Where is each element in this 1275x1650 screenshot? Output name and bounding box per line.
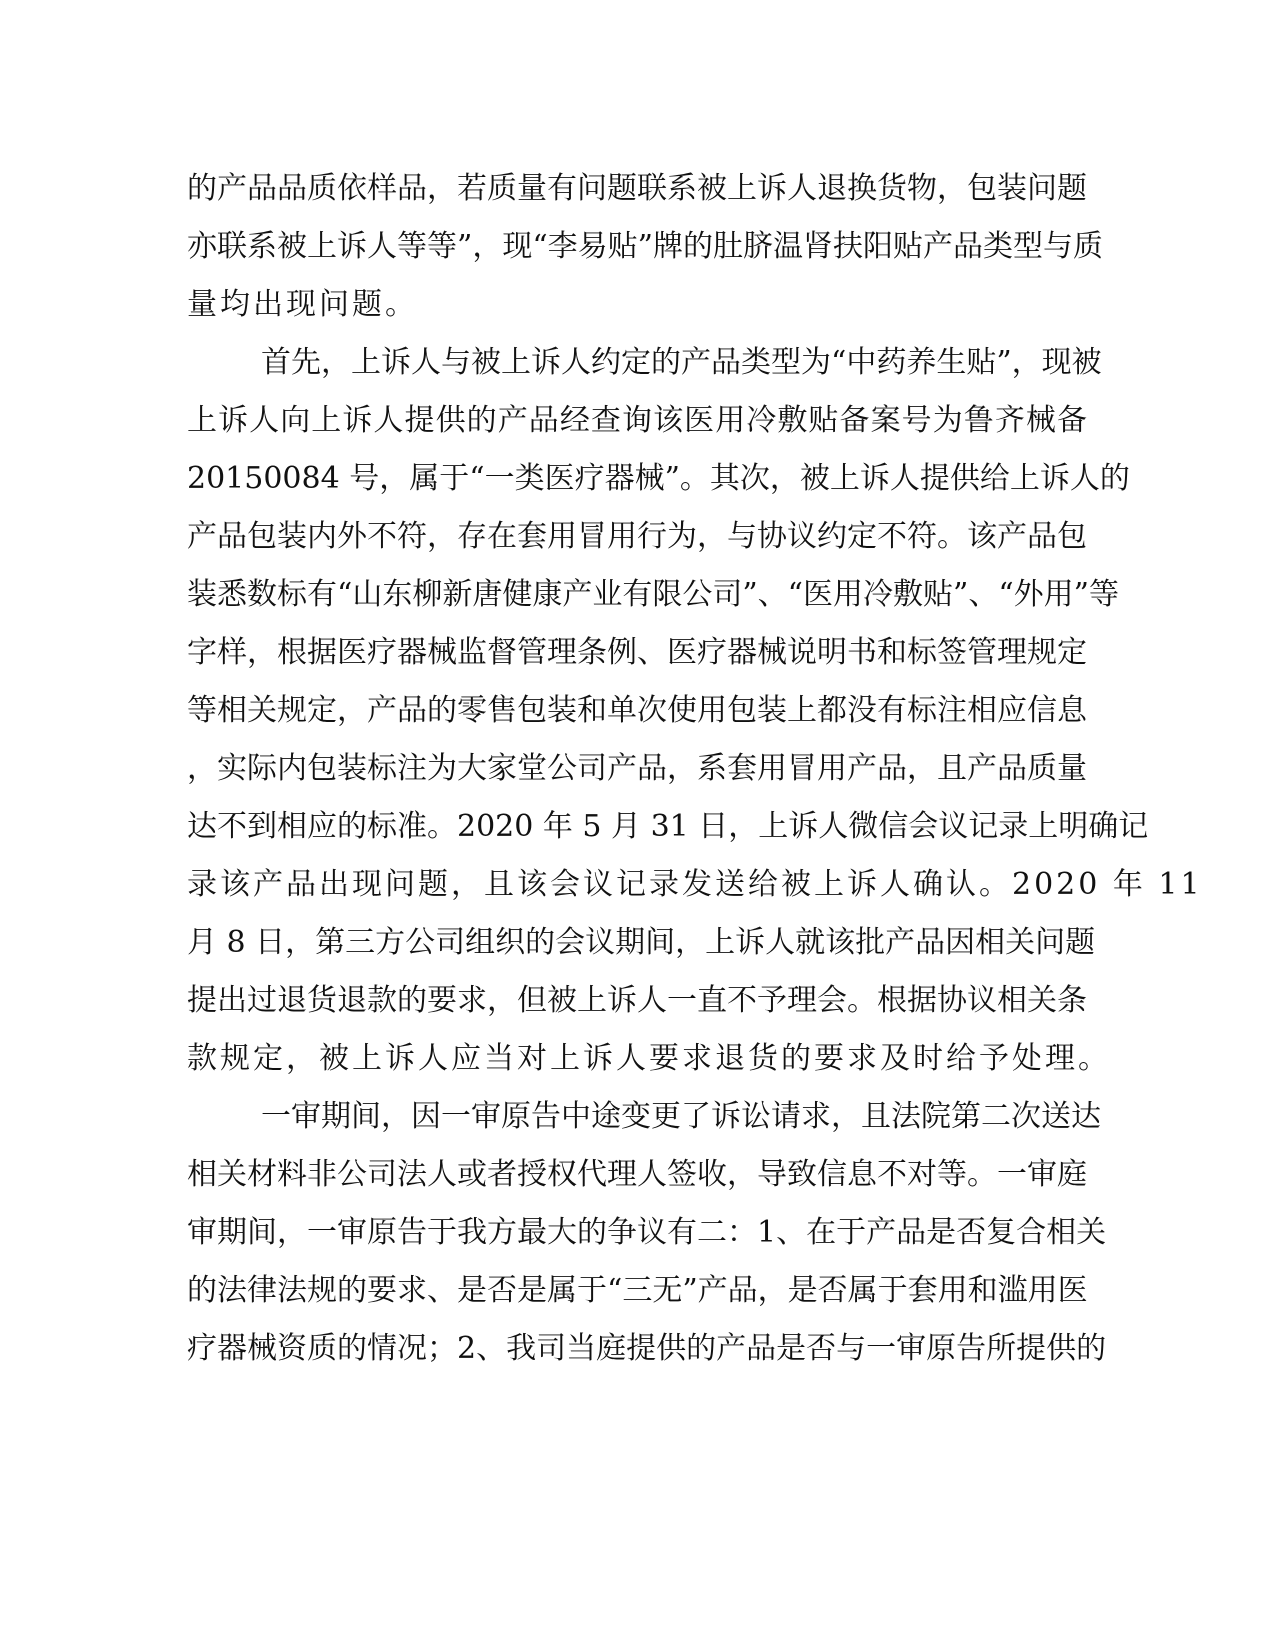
text-line: 等相关规定，产品的零售包装和单次使用包装上都没有标注相应信息 bbox=[187, 693, 1087, 728]
text-line: 审期间，一审原告于我方最大的争议有二：1、在于产品是否复合相关 bbox=[187, 1215, 1107, 1250]
text-line: 相关材料非公司法人或者授权代理人签收，导致信息不对等。一审庭 bbox=[187, 1157, 1087, 1192]
text-line: 录该产品出现问题，且该会议记录发送给被上诉人确认。2020 年 11 bbox=[187, 867, 1203, 902]
text-line: 月 8 日，第三方公司组织的会议期间，上诉人就该批产品因相关问题 bbox=[187, 925, 1096, 960]
paragraph-first-line: 一审期间，因一审原告中途变更了诉讼请求，且法院第二次送达 bbox=[261, 1099, 1101, 1134]
text-line: 亦联系被上诉人等等”，现“李易贴”牌的肚脐温肾扶阳贴产品类型与质 bbox=[187, 229, 1104, 264]
text-line: 上诉人向上诉人提供的产品经查询该医用冷敷贴备案号为鲁齐械备 bbox=[187, 403, 1087, 438]
text-line: 的法律法规的要求、是否是属于“三无”产品，是否属于套用和滥用医 bbox=[187, 1273, 1088, 1308]
text-line: 20150084 号，属于“一类医疗器械”。其次，被上诉人提供给上诉人的 bbox=[187, 461, 1130, 496]
text-line: 产品包装内外不符，存在套用冒用行为，与协议约定不符。该产品包 bbox=[187, 519, 1087, 554]
text-line: 装悉数标有“山东柳新唐健康产业有限公司”、“医用冷敷贴”、“外用”等 bbox=[187, 577, 1120, 612]
paragraph-first-line: 首先，上诉人与被上诉人约定的产品类型为“中药养生贴”，现被 bbox=[261, 345, 1102, 380]
text-line: 达不到相应的标准。2020 年 5 月 31 日，上诉人微信会议记录上明确记 bbox=[187, 809, 1149, 844]
text-line: 提出过退货退款的要求，但被上诉人一直不予理会。根据协议相关条 bbox=[187, 983, 1087, 1018]
text-line: ，实际内包装标注为大家堂公司产品，系套用冒用产品，且产品质量 bbox=[187, 751, 1087, 786]
text-line: 字样，根据医疗器械监督管理条例、医疗器械说明书和标签管理规定 bbox=[187, 635, 1087, 670]
text-line: 疗器械资质的情况；2、我司当庭提供的产品是否与一审原告所提供的 bbox=[187, 1331, 1107, 1366]
text-line: 款规定，被上诉人应当对上诉人要求退货的要求及时给予处理。 bbox=[187, 1041, 1111, 1076]
body-text bbox=[187, 160, 1203, 1378]
text-line: 量均出现问题。 bbox=[187, 287, 418, 322]
text-line: 的产品品质依样品，若质量有问题联系被上诉人退换货物，包装问题 bbox=[187, 171, 1087, 206]
